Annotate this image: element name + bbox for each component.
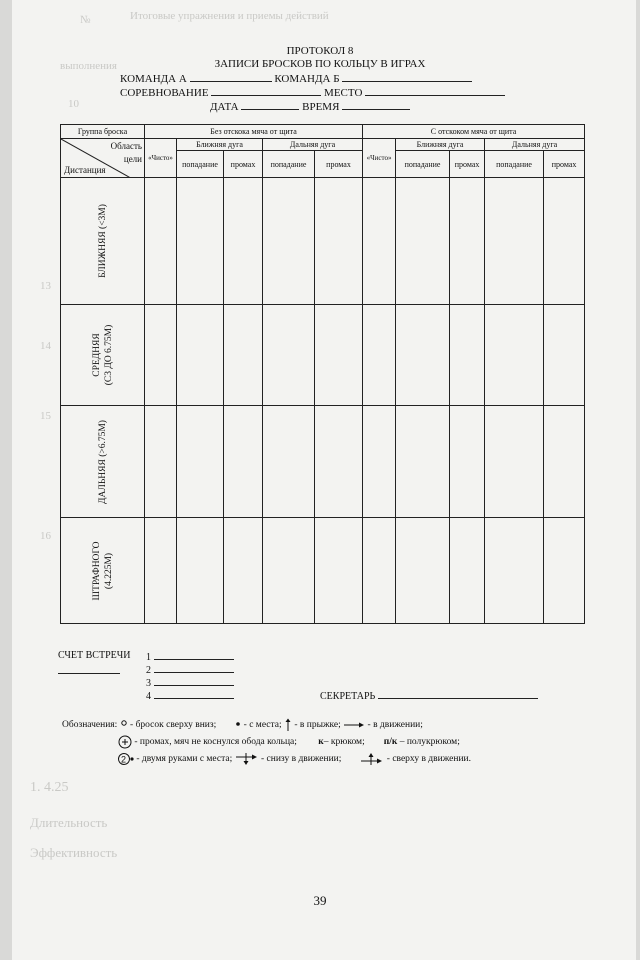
protocol-title: ПРОТОКОЛ 8: [286, 45, 354, 57]
score-blank-4[interactable]: [154, 689, 234, 699]
svg-text:2: 2: [121, 754, 127, 765]
table-row: [61, 178, 585, 305]
competition-line: [120, 86, 505, 99]
two-hands-icon: [118, 752, 134, 766]
entry-cell[interactable]: [485, 178, 544, 305]
entry-cell[interactable]: [363, 178, 396, 305]
row-label-free-throw: ШТРАФНОГО (4.225М): [61, 518, 145, 624]
score-line-1: 1: [146, 650, 234, 663]
competition-blank: [211, 86, 321, 96]
score-line-2: 2: [146, 663, 234, 676]
entry-cell[interactable]: [450, 305, 485, 406]
entry-cell[interactable]: [145, 406, 177, 518]
page-number: 39: [313, 893, 327, 908]
entry-cell[interactable]: [145, 305, 177, 406]
overhead-move-icon: [360, 752, 384, 766]
near-arc-header-1: Ближняя дуга: [177, 139, 263, 151]
team-a-line: [120, 72, 472, 85]
clean-header-2: «Чисто»: [363, 139, 396, 178]
score-line-4: 4: [146, 689, 234, 702]
entry-cell[interactable]: [544, 406, 585, 518]
entry-cell[interactable]: [177, 305, 224, 406]
entry-cell[interactable]: [396, 406, 450, 518]
entry-cell[interactable]: [544, 518, 585, 624]
entry-cell[interactable]: [544, 305, 585, 406]
date-label: ДАТА: [210, 101, 239, 113]
entry-cell[interactable]: [315, 305, 363, 406]
table-row: [61, 518, 585, 624]
row-label-near: БЛИЖНЯЯ (<3М): [61, 178, 145, 305]
far-arc-header-1: Дальняя дуга: [263, 139, 363, 151]
entry-cell[interactable]: [263, 305, 315, 406]
miss-header: промах: [450, 151, 485, 178]
entry-cell[interactable]: [315, 518, 363, 624]
shots-protocol-table: [60, 124, 585, 624]
distance-label: Дистанция: [64, 165, 106, 175]
team-a-blank: [190, 72, 272, 82]
date-line: [210, 100, 410, 113]
place-label: МЕСТО: [324, 87, 363, 99]
group-label-cell: Группа броска: [61, 125, 145, 139]
arrow-up-icon: [284, 718, 292, 732]
entry-cell[interactable]: [263, 518, 315, 624]
table-row: [61, 305, 585, 406]
legend-line-1: Обозначения: - бросок сверху вниз; - с места; - в прыжке; - в движении;: [62, 718, 423, 732]
hit-header: попадание: [485, 151, 544, 178]
team-b-label: КОМАНДА Б: [274, 73, 340, 85]
miss-header: промах: [544, 151, 585, 178]
entry-cell[interactable]: [396, 305, 450, 406]
legend-line-3: 2 - двумя руками с места; - снизу в движении; - сверху в движении.: [118, 752, 471, 766]
miss-header: промах: [224, 151, 263, 178]
overhead-down-icon: [120, 720, 128, 730]
score-label: СЧЕТ ВСТРЕЧИ: [58, 650, 131, 661]
entry-cell[interactable]: [544, 178, 585, 305]
team-a-label: КОМАНДА А: [120, 73, 187, 85]
target-label: цели: [123, 154, 142, 164]
team-b-blank: [342, 72, 472, 82]
entry-cell[interactable]: [450, 406, 485, 518]
entry-cell[interactable]: [145, 178, 177, 305]
secretary-line: СЕКРЕТАРЬ: [320, 689, 538, 702]
entry-cell[interactable]: [363, 518, 396, 624]
no-rebound-header: Без отскока мяча от щита: [145, 125, 363, 139]
score-line-3: 3: [146, 676, 234, 689]
miss-header: промах: [315, 151, 363, 178]
entry-cell[interactable]: [396, 518, 450, 624]
score-blank-3[interactable]: [154, 676, 234, 686]
entry-cell[interactable]: [224, 305, 263, 406]
entry-cell[interactable]: [450, 518, 485, 624]
entry-cell[interactable]: [485, 406, 544, 518]
score-blank-2[interactable]: [154, 663, 234, 673]
entry-cell[interactable]: [363, 305, 396, 406]
time-blank: [342, 100, 410, 110]
entry-cell[interactable]: [485, 518, 544, 624]
dot-icon: [235, 720, 241, 730]
date-blank: [241, 100, 299, 110]
competition-label: СОРЕВНОВАНИЕ: [120, 87, 209, 99]
entry-cell[interactable]: [224, 406, 263, 518]
entry-cell[interactable]: [224, 178, 263, 305]
entry-cell[interactable]: [450, 178, 485, 305]
entry-cell[interactable]: [263, 406, 315, 518]
time-label: ВРЕМЯ: [302, 101, 340, 113]
circled-plus-icon: [118, 735, 132, 749]
entry-cell[interactable]: [315, 406, 363, 518]
row-label-far: ДАЛЬНЯЯ (>6.75М): [61, 406, 145, 518]
protocol-subtitle: ЗАПИСИ БРОСКОВ ПО КОЛЬЦУ В ИГРАХ: [214, 58, 426, 70]
entry-cell[interactable]: [177, 406, 224, 518]
diagonal-header-cell: [61, 139, 145, 178]
legend-title: Обозначения:: [62, 720, 118, 731]
score-blank-left: [58, 664, 120, 677]
legend-line-2: - промах, мяч не коснулся обода кольца; к– крюком; п/к – полукрюком;: [118, 735, 460, 749]
with-rebound-header: С отскоком мяча от щита: [363, 125, 585, 139]
score-blank-1[interactable]: [154, 650, 234, 660]
clean-header-1: «Чисто»: [145, 139, 177, 178]
place-blank: [365, 86, 505, 96]
entry-cell[interactable]: [224, 518, 263, 624]
underhand-move-icon: [235, 752, 259, 766]
entry-cell[interactable]: [263, 178, 315, 305]
entry-cell[interactable]: [363, 406, 396, 518]
hit-header: попадание: [177, 151, 224, 178]
row-label-middle: СРЕДНЯЯ (С3 ДО 6.75М): [61, 305, 145, 406]
entry-cell[interactable]: [177, 178, 224, 305]
entry-cell[interactable]: [485, 305, 544, 406]
entry-cell[interactable]: [396, 178, 450, 305]
table-row: [61, 406, 585, 518]
near-arc-header-2: Ближняя дуга: [396, 139, 485, 151]
hit-header: попадание: [263, 151, 315, 178]
area-label: Область: [110, 141, 142, 151]
secretary-blank[interactable]: [378, 689, 538, 699]
entry-cell[interactable]: [315, 178, 363, 305]
hit-header: попадание: [396, 151, 450, 178]
far-arc-header-2: Дальняя дуга: [485, 139, 585, 151]
entry-cell[interactable]: [177, 518, 224, 624]
arrow-right-icon: [343, 721, 365, 729]
entry-cell[interactable]: [145, 518, 177, 624]
